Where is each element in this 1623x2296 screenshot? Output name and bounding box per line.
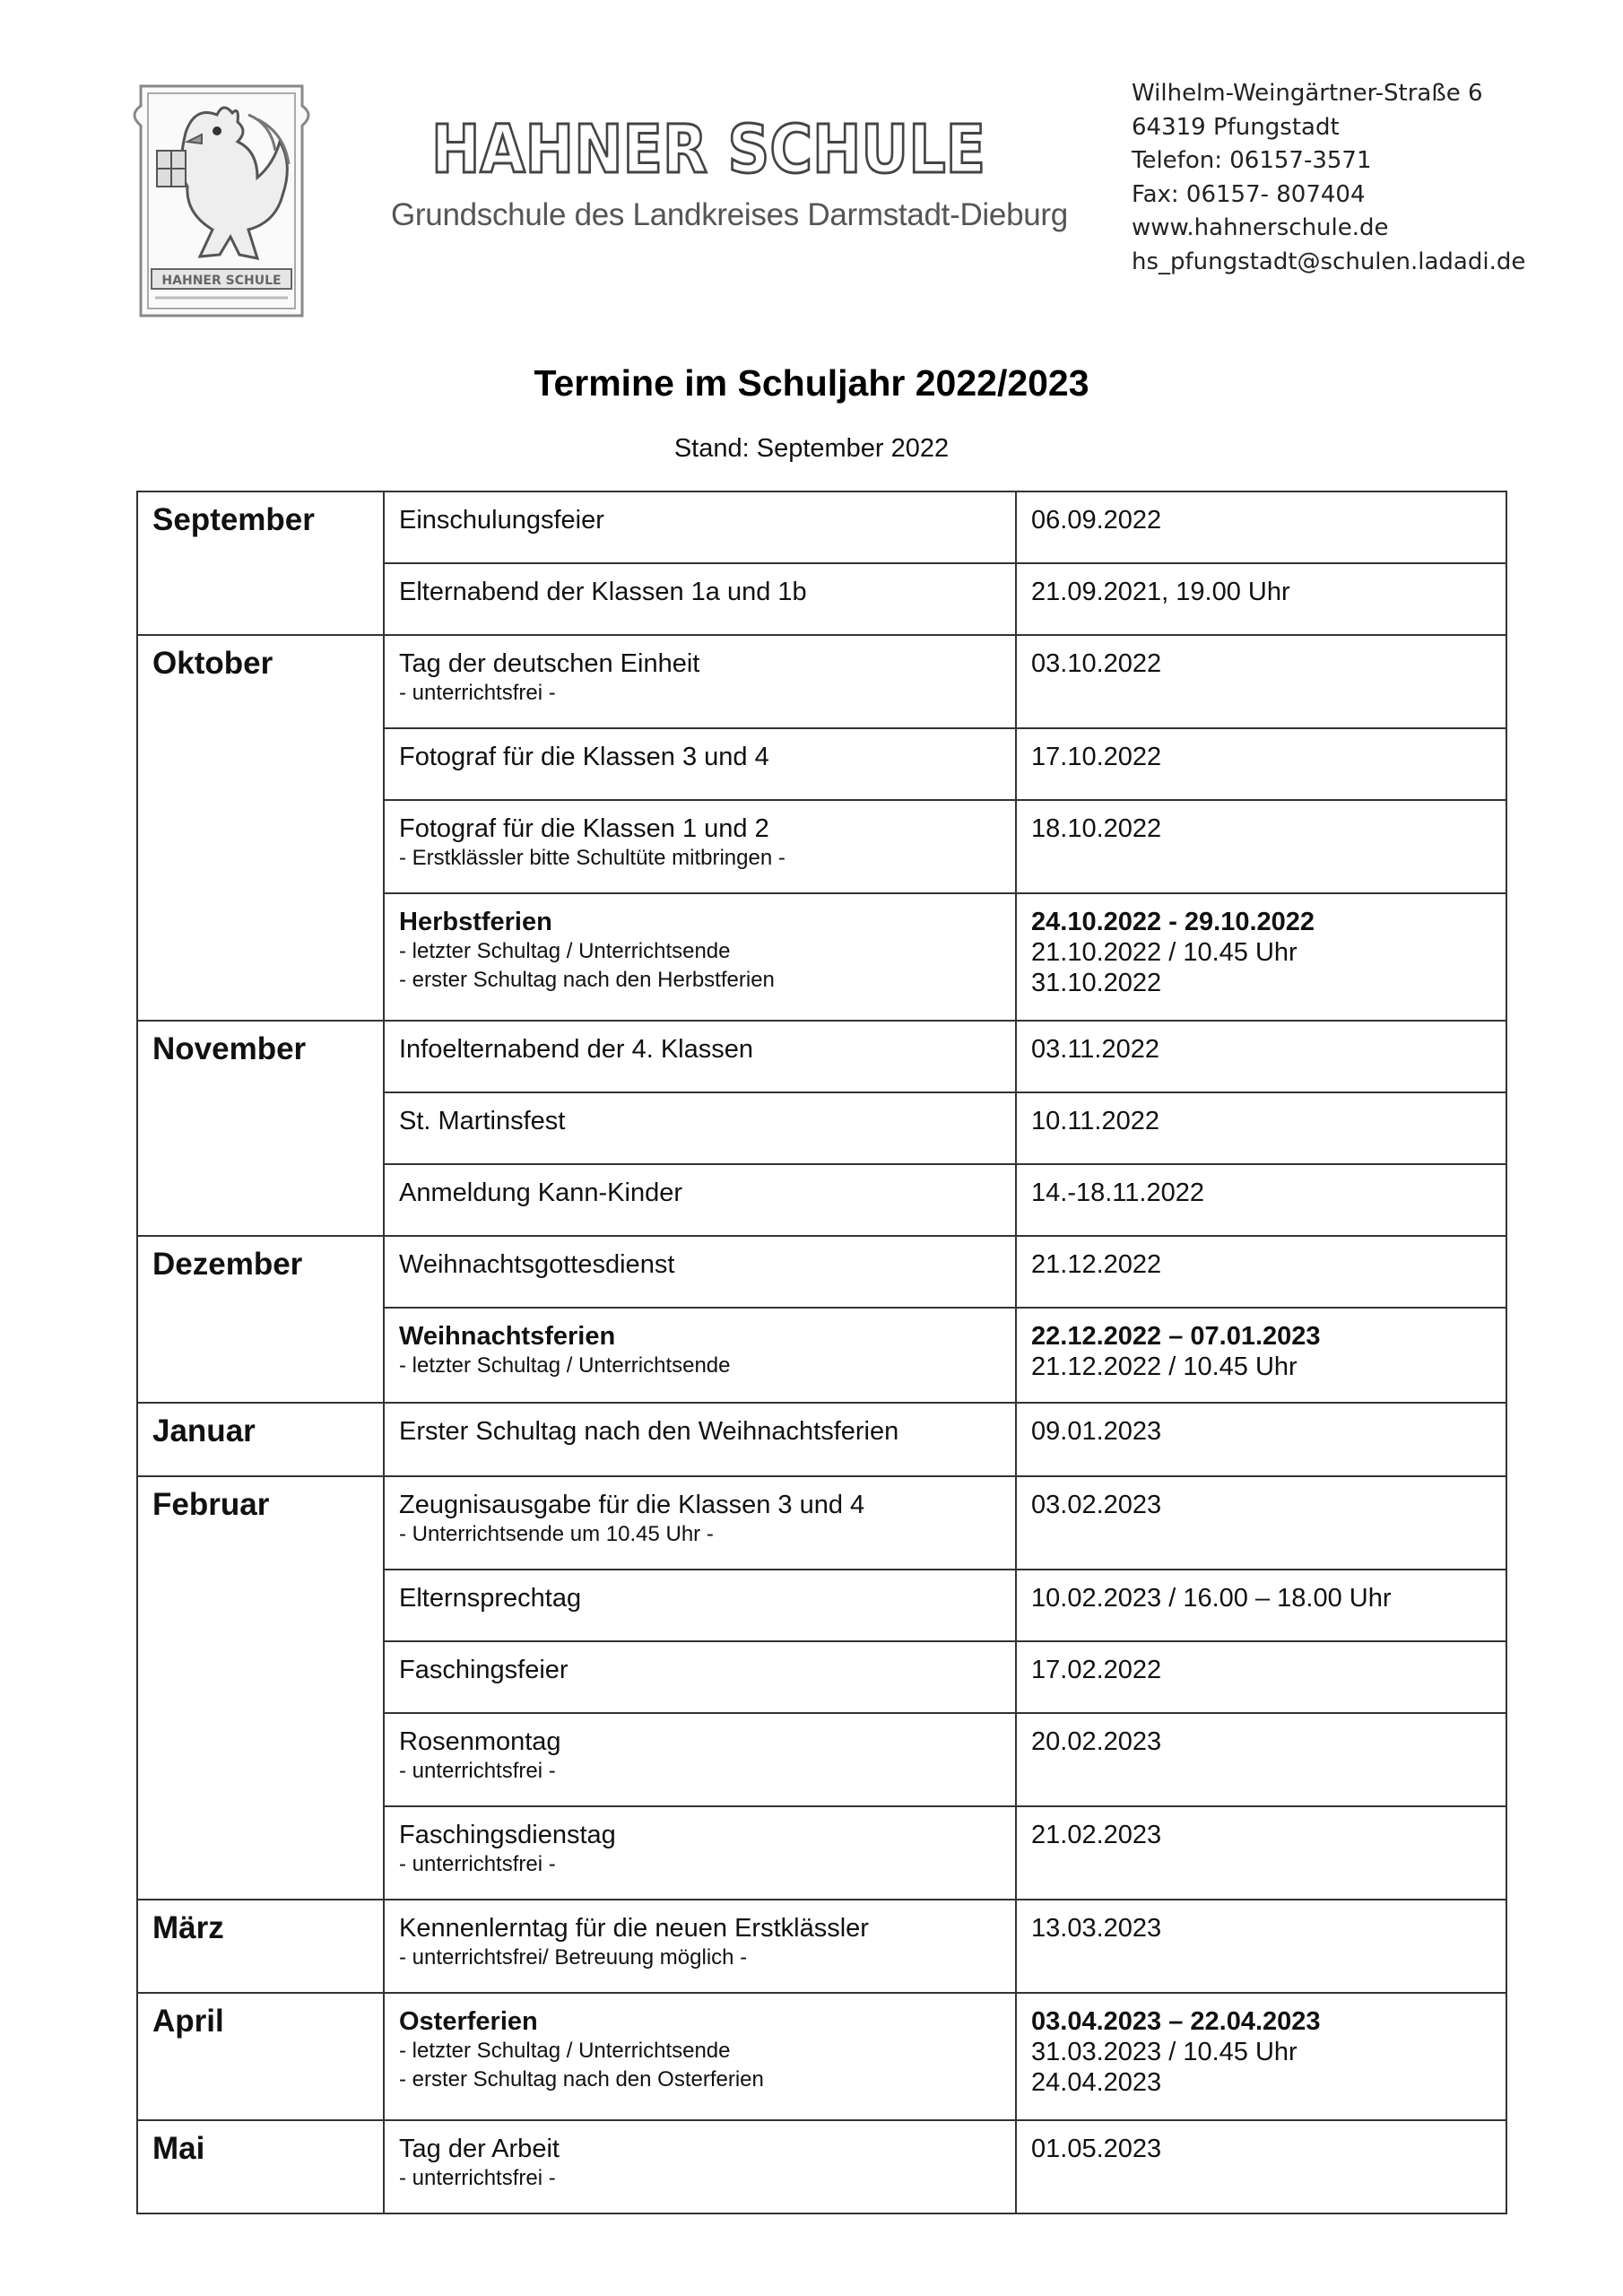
table-row — [137, 1403, 1506, 1476]
event-date: 24.10.2022 - 29.10.2022 — [1031, 908, 1315, 936]
date-cell — [1016, 1476, 1506, 1570]
event-title: Fotograf für die Klassen 3 und 4 — [399, 743, 769, 771]
event-title: Elternsprechtag — [399, 1584, 582, 1613]
event-date: 31.03.2023 / 10.45 Uhr — [1031, 2038, 1298, 2066]
event-cell — [384, 1713, 1016, 1806]
date-cell — [1016, 1021, 1506, 1092]
event-date: 20.02.2023 — [1031, 1727, 1162, 1756]
table-row — [137, 2120, 1506, 2213]
date-cell — [1016, 1713, 1506, 1806]
event-date: 03.10.2022 — [1031, 649, 1162, 678]
event-title: Zeugnisausgabe für die Klassen 3 und 4 — [399, 1491, 865, 1519]
date-cell — [1016, 635, 1506, 728]
school-name-text: HAHNER SCHULE — [431, 111, 985, 188]
date-cell — [1016, 1403, 1506, 1476]
event-title: Herbstferien — [399, 908, 552, 936]
event-date: 13.03.2023 — [1031, 1914, 1162, 1943]
event-date: 10.02.2023 / 16.00 – 18.00 Uhr — [1031, 1584, 1392, 1613]
date-cell — [1016, 728, 1506, 800]
event-title: Osterferien — [399, 2007, 538, 2036]
event-cell — [384, 491, 1016, 563]
event-date: 21.02.2023 — [1031, 1821, 1162, 1849]
event-title: St. Martinsfest — [399, 1107, 566, 1135]
event-note: - unterrichtsfrei - — [399, 1852, 556, 1876]
event-title: Anmeldung Kann-Kinder — [399, 1178, 682, 1207]
event-title: Kennenlerntag für die neuen Erstklässler — [399, 1914, 869, 1943]
event-cell — [384, 800, 1016, 893]
address-street: Wilhelm-Weingärtner-Straße 6 — [1132, 80, 1483, 107]
event-date: 21.12.2022 / 10.45 Uhr — [1031, 1352, 1298, 1381]
event-date: 03.02.2023 — [1031, 1491, 1162, 1519]
date-cell — [1016, 1308, 1506, 1403]
event-date: 03.11.2022 — [1031, 1035, 1159, 1064]
address-web: www.hahnerschule.de — [1132, 214, 1389, 242]
event-title: Erster Schultag nach den Weihnachtsferien — [399, 1417, 899, 1446]
event-title: Weihnachtsgottesdienst — [399, 1250, 675, 1279]
events-table — [136, 491, 1507, 2214]
event-cell — [384, 635, 1016, 728]
event-title: Faschingsdienstag — [399, 1821, 616, 1849]
event-cell — [384, 1570, 1016, 1641]
event-cell — [384, 1403, 1016, 1476]
event-date: 22.12.2022 – 07.01.2023 — [1031, 1322, 1321, 1351]
date-cell — [1016, 1993, 1506, 2120]
date-cell — [1016, 1092, 1506, 1164]
event-date: 03.04.2023 – 22.04.2023 — [1031, 2007, 1321, 2036]
table-row — [137, 1236, 1506, 1308]
event-note: - unterrichtsfrei - — [399, 1759, 556, 1783]
event-date: 31.10.2022 — [1031, 969, 1162, 997]
address-fax: Fax: 06157- 807404 — [1132, 180, 1366, 208]
address-phone: Telefon: 06157-3571 — [1132, 147, 1372, 175]
table-row — [137, 1476, 1506, 1570]
event-date: 10.11.2022 — [1031, 1107, 1159, 1135]
month-cell: Mai — [137, 2120, 384, 2213]
event-cell — [384, 2120, 1016, 2213]
logo-banner-text: HAHNER SCHULE — [161, 274, 282, 288]
school-subtitle: Grundschule des Landkreises Darmstadt-Dieburg — [391, 197, 1068, 232]
event-date: 17.02.2022 — [1031, 1656, 1162, 1684]
table-row — [137, 1021, 1506, 1092]
event-cell — [384, 1476, 1016, 1570]
date-cell — [1016, 1236, 1506, 1308]
address-block — [1132, 77, 1525, 280]
event-note: - unterrichtsfrei - — [399, 681, 556, 705]
event-title: Fotograf für die Klassen 1 und 2 — [399, 814, 769, 843]
event-note: - Erstklässler bitte Schultüte mitbringen - — [399, 846, 785, 870]
event-date: 21.12.2022 — [1031, 1250, 1162, 1279]
event-date: 01.05.2023 — [1031, 2135, 1162, 2163]
month-cell: Januar — [137, 1403, 384, 1476]
address-email: hs_pfungstadt@schulen.ladadi.de — [1132, 248, 1526, 275]
month-cell: Dezember — [137, 1236, 384, 1403]
event-cell — [384, 1092, 1016, 1164]
table-row — [137, 1900, 1506, 1993]
event-cell — [384, 1806, 1016, 1900]
document-title: Termine im Schuljahr 2022/2023 — [534, 362, 1089, 404]
event-date: 17.10.2022 — [1031, 743, 1162, 771]
event-title: Infoelternabend der 4. Klassen — [399, 1035, 753, 1064]
date-cell — [1016, 893, 1506, 1021]
address-city: 64319 Pfungstadt — [1132, 113, 1340, 141]
event-cell — [384, 1236, 1016, 1308]
date-cell — [1016, 1164, 1506, 1236]
month-cell: Oktober — [137, 635, 384, 1021]
event-note: - erster Schultag nach den Osterferien — [399, 2067, 764, 2092]
month-cell: September — [137, 491, 384, 635]
event-date: 09.01.2023 — [1031, 1417, 1162, 1446]
school-name — [431, 111, 987, 188]
event-note: - letzter Schultag / Unterrichtsende — [399, 939, 731, 963]
date-cell — [1016, 491, 1506, 563]
event-cell — [384, 1021, 1016, 1092]
table-row — [137, 491, 1506, 563]
date-cell — [1016, 563, 1506, 635]
event-date: 14.-18.11.2022 — [1031, 1178, 1204, 1207]
event-date: 21.10.2022 / 10.45 Uhr — [1031, 938, 1298, 967]
event-note: - unterrichtsfrei/ Betreuung möglich - — [399, 1945, 748, 1970]
event-cell — [384, 1164, 1016, 1236]
month-cell: November — [137, 1021, 384, 1236]
rooster-crest-icon — [123, 79, 320, 323]
document-status: Stand: September 2022 — [673, 434, 950, 463]
event-note: - erster Schultag nach den Herbstferien — [399, 968, 775, 992]
date-cell — [1016, 1806, 1506, 1900]
event-title: Tag der deutschen Einheit — [399, 649, 700, 678]
date-cell — [1016, 800, 1506, 893]
date-cell — [1016, 2120, 1506, 2213]
event-cell — [384, 1993, 1016, 2120]
school-logo — [123, 79, 320, 323]
table-row — [137, 1993, 1506, 2120]
month-cell: April — [137, 1993, 384, 2120]
event-title: Elternabend der Klassen 1a und 1b — [399, 578, 807, 606]
event-cell — [384, 1641, 1016, 1713]
event-note: - letzter Schultag / Unterrichtsende — [399, 2039, 731, 2063]
date-cell — [1016, 1570, 1506, 1641]
event-title: Tag der Arbeit — [399, 2135, 560, 2163]
event-cell — [384, 563, 1016, 635]
event-title: Einschulungsfeier — [399, 506, 604, 535]
event-title: Faschingsfeier — [399, 1656, 568, 1684]
event-date: 21.09.2021, 19.00 Uhr — [1031, 578, 1290, 606]
event-cell — [384, 728, 1016, 800]
event-cell — [384, 1308, 1016, 1403]
event-cell — [384, 893, 1016, 1021]
event-title: Rosenmontag — [399, 1727, 561, 1756]
event-cell — [384, 1900, 1016, 1993]
date-cell — [1016, 1641, 1506, 1713]
month-cell: März — [137, 1900, 384, 1993]
event-date: 06.09.2022 — [1031, 506, 1162, 535]
event-date: 18.10.2022 — [1031, 814, 1162, 843]
event-title: Weihnachtsferien — [399, 1322, 616, 1351]
date-cell — [1016, 1900, 1506, 1993]
event-note: - unterrichtsfrei - — [399, 2166, 556, 2190]
month-cell: Februar — [137, 1476, 384, 1900]
event-note: - Unterrichtsende um 10.45 Uhr - — [399, 1522, 714, 1546]
table-row — [137, 635, 1506, 728]
event-note: - letzter Schultag / Unterrichtsende — [399, 1353, 731, 1378]
event-date: 24.04.2023 — [1031, 2068, 1162, 2097]
